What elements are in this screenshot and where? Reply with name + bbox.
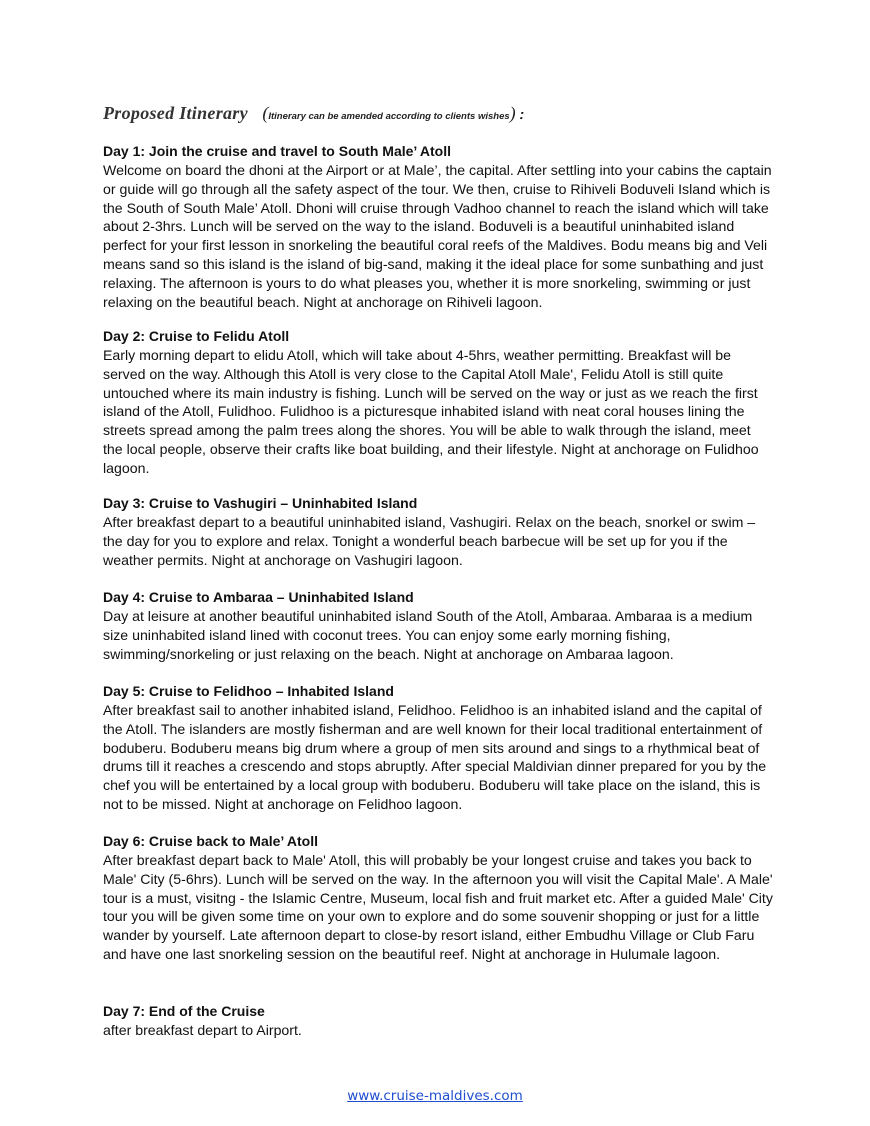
- website-link[interactable]: www.cruise-maldives.com: [347, 1088, 523, 1104]
- day-4-section: [103, 588, 773, 663]
- day-1-body: Welcome on board the dhoni at the Airport or at Male’, the capital. After settling into your cabins the captain or guide will go through all the safety aspect of the tour. We then, cruise to Rihiveli Boduveli Island which is the South of South Male’ Atoll. Dhoni will cruise through Vadhoo channel to reach the island which will take about 2-3hrs. Lunch will be served on the way to the island. Boduveli is a beautiful uninhabited island perfect for your first lesson in snorkeling the beautiful coral reefs of the Maldives. Bodu means big and Veli means sand so this island is the island of big-sand, making it the ideal place for some sunbathing and just relaxing. The afternoon is yours to do what pleases you, whether it is more snorkeling, swimming or just relaxing on the beautiful beach. Night at anchorage on Rihiveli lagoon.: [103, 162, 772, 310]
- day-1-title: Day 1: Join the cruise and travel to South Male’ Atoll: [103, 143, 451, 159]
- day-1-section: [103, 142, 773, 311]
- day-4-title: Day 4: Cruise to Ambaraa – Uninhabited Island: [103, 589, 414, 605]
- page-footer: [0, 1088, 870, 1104]
- day-3-title: Day 3: Cruise to Vashugiri – Uninhabited Island: [103, 495, 418, 511]
- itinerary-heading: [103, 101, 803, 129]
- heading-colon: :: [515, 106, 525, 122]
- day-6-section: [103, 832, 773, 964]
- heading-title: Proposed Itinerary: [103, 103, 248, 123]
- day-2-body: Early morning depart to elidu Atoll, which will take about 4-5hrs, weather permitting. Breakfast will be served on the way. Although this Atoll is very close to the Capital Atoll Male', Felidu Atoll is still quite untouched where its main industry is fishing. Lunch will be served on the way or just as we reach the first island of the Atoll, Fulidhoo. Fulidhoo is a picturesque inhabited island with neat coral houses lining the streets spread among the palm trees along the shores. You will be able to walk through the island, meet the local people, observe their crafts like boat building, and their lifestyle. Night at anchorage on Fulidhoo lagoon.: [103, 347, 759, 476]
- day-5-body: After breakfast sail to another inhabited island, Felidhoo. Felidhoo is an inhabited island and the capital of the Atoll. The islanders are mostly fisherman and are well known for their local traditional entertainment of boduberu. Boduberu means big drum where a group of men sits around and sings to a rhythmical beat of drums till it reaches a crescendo and stops abruptly. After special Maldivian dinner prepared for you by the chef you will be entertained by a local group with boduberu. Boduberu will take place on the island, this is not to be missed. Night at anchorage on Felidhoo lagoon.: [103, 702, 767, 812]
- day-2-section: [103, 327, 773, 478]
- heading-open-paren: (: [262, 103, 269, 123]
- heading-close-paren: ): [509, 103, 516, 123]
- day-3-section: [103, 494, 773, 569]
- day-5-section: [103, 682, 773, 814]
- day-7-body: after breakfast depart to Airport.: [103, 1022, 302, 1038]
- day-7-title: Day 7: End of the Cruise: [103, 1003, 265, 1019]
- heading-note: Itinerary can be amended according to clients wishes: [268, 111, 510, 122]
- day-6-body: After breakfast depart back to Male' Atoll, this will probably be your longest cruise and takes you back to Male' City (5-6hrs). Lunch will be served on the way. In the afternoon you will visit the Capital Male'. A Male' tour is a must, visitng - the Islamic Centre, Museum, local fish and fruit market etc. After a guided Male' City tour you will be given some time on your own to explore and do some souvenir shopping or just for a little wander by yourself. Late afternoon depart to close-by resort island, either Embudhu Village or Club Faru and have one last snorkeling session on the beautiful reef. Night at anchorage in Hulumale lagoon.: [103, 852, 773, 962]
- day-6-title: Day 6: Cruise back to Male’ Atoll: [103, 833, 318, 849]
- day-4-body: Day at leisure at another beautiful uninhabited island South of the Atoll, Ambaraa. Ambaraa is a medium size uninhabited island lined with coconut trees. You can enjoy some early morning fishing, swimming/snorkeling or just relaxing on the beach. Night at anchorage on Ambaraa lagoon.: [103, 608, 753, 662]
- day-5-title: Day 5: Cruise to Felidhoo – Inhabited Island: [103, 683, 394, 699]
- day-3-body: After breakfast depart to a beautiful uninhabited island, Vashugiri. Relax on the beach, snorkel or swim – the day for you to explore and relax. Tonight a wonderful beach barbecue will be set up for you if the weather permits. Night at anchorage on Vashugiri lagoon.: [103, 514, 756, 568]
- day-2-title: Day 2: Cruise to Felidu Atoll: [103, 328, 290, 344]
- day-7-section: [103, 1002, 773, 1040]
